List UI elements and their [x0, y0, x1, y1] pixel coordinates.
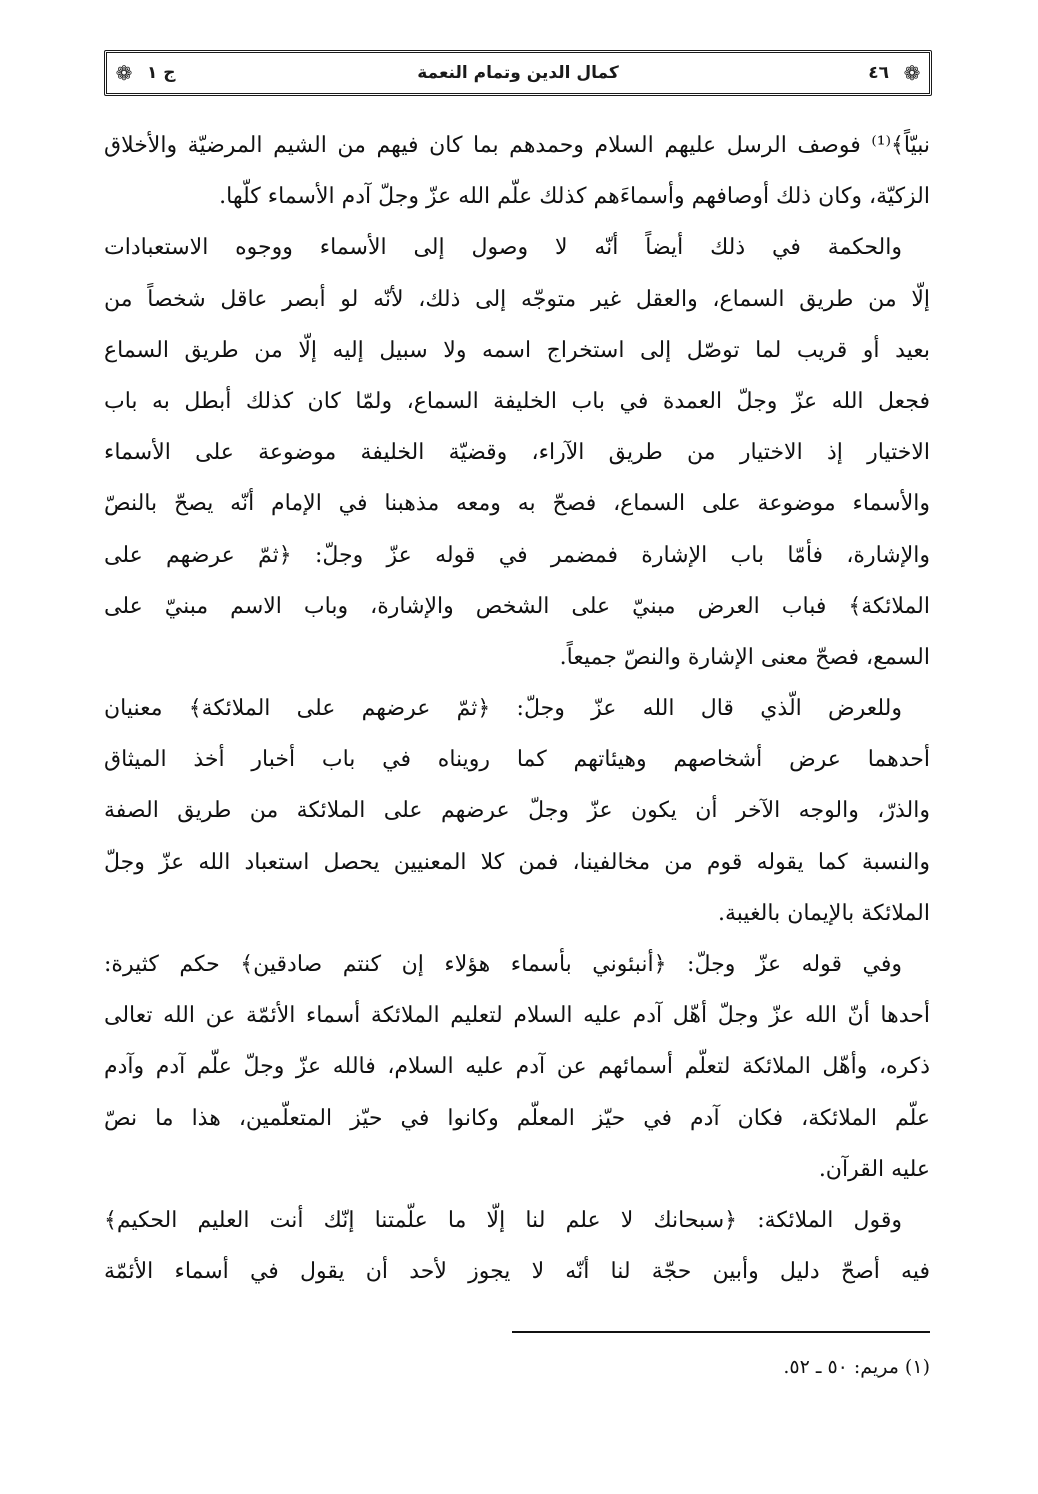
text-line: والحكمة في ذلك أيضاً أنّه لا وصول إلى الأسماء ووجوه الاستعبادات — [104, 235, 902, 261]
running-header — [104, 50, 932, 96]
text-line: والذرّ، والوجه الآخر أن يكون عزّ وجلّ عرضهم على الملائكة من طريق الصفة — [104, 798, 930, 824]
ornament-icon: ❁ — [903, 61, 921, 85]
text-line: فيه أصحّ دليل وأبين حجّة لنا أنّه لا يجوز لأحد أن يقول في أسماء الأئمّة — [104, 1259, 930, 1285]
body-text — [104, 120, 930, 1297]
volume-label: ج ١ — [147, 63, 176, 83]
footnote-divider — [512, 1331, 930, 1333]
text-line: أحدها أنّ الله عزّ وجلّ أهّل آدم عليه السلام لتعليم الملائكة أسماء الأئمّة عن الله تعالى — [104, 1003, 930, 1029]
text-line: وللعرض الّذي قال الله عزّ وجلّ: ﴿ثمّ عرضهم على الملائكة﴾ معنيان — [104, 696, 902, 722]
text-line: عليه القرآن. — [818, 1156, 930, 1182]
page-number: ٤٦ — [868, 63, 889, 83]
text-line: السمع، فصحّ معنى الإشارة والنصّ جميعاً. — [559, 644, 930, 670]
text-line: والأسماء موضوعة على السماع، فصحّ به ومعه مذهبنا في الإمام أنّه يصحّ بالنصّ — [104, 491, 930, 517]
text-line: والنسبة كما يقوله قوم من مخالفينا، فمن كلا المعنيين يحصل استعباد الله عزّ وجلّ — [104, 849, 930, 875]
text-line: الملائكة﴾ فباب العرض مبنيّ على الشخص والإشارة، وباب الاسم مبنيّ على — [104, 593, 930, 619]
text-line: الملائكة بالإيمان بالغيبة. — [718, 900, 930, 926]
text-line: والإشارة، فأمّا باب الإشارة فمضمر في قوله عزّ وجلّ: ﴿ثمّ عرضهم على — [104, 542, 930, 568]
text-line: ذكره، وأهّل الملائكة لتعلّم أسمائهم عن آدم عليه السلام، فالله عزّ وجلّ علّم آدم وآدم — [104, 1054, 930, 1080]
ornament-icon: ❁ — [115, 61, 133, 85]
text-line: فجعل الله عزّ وجلّ العمدة في باب الخليفة السماع، ولمّا كان كذلك أبطل به باب — [104, 388, 930, 414]
text-line: علّم الملائكة، فكان آدم في حيّز المعلّم وكانوا في حيّز المتعلّمين، هذا ما نصّ — [104, 1105, 930, 1131]
text-line: أحدهما عرض أشخاصهم وهيئاتهم كما رويناه في باب أخبار أخذ الميثاق — [104, 747, 930, 773]
text-line: إلّا من طريق السماع، والعقل غير متوجّه إلى ذلك، لأنّه لو أبصر عاقل شخصاً من — [104, 286, 930, 312]
text-line: الزكيّة، وكان ذلك أوصافهم وأسماءَهم كذلك علّم الله عزّ وجلّ آدم الأسماء كلّها. — [219, 184, 930, 210]
book-title: كمال الدين وتمام النعمة — [417, 63, 619, 83]
text-line: وقول الملائكة: ﴿سبحانك لا علم لنا إلّا ما علّمتنا إنّك أنت العليم الحكيم﴾ — [104, 1207, 902, 1233]
text-line: الاختيار إذ الاختيار من طريق الآراء، وقضيّة الخليفة موضوعة على الأسماء — [104, 440, 930, 466]
text-line: نبيّاً﴾⁽¹⁾ فوصف الرسل عليهم السلام وحمدهم بما كان فيهم من الشيم المرضيّة والأخلاق — [104, 133, 930, 158]
text-line: بعيد أو قريب لما توصّل إلى استخراج اسمه ولا سبيل إليه إلّا من طريق السماع — [104, 337, 930, 363]
text-line: وفي قوله عزّ وجلّ: ﴿أنبئوني بأسماء هؤلاء إن كنتم صادقين﴾ حكم كثيرة: — [104, 952, 902, 977]
footnote: (١) مريم: ٥٠ ـ ٥٢. — [783, 1356, 930, 1378]
